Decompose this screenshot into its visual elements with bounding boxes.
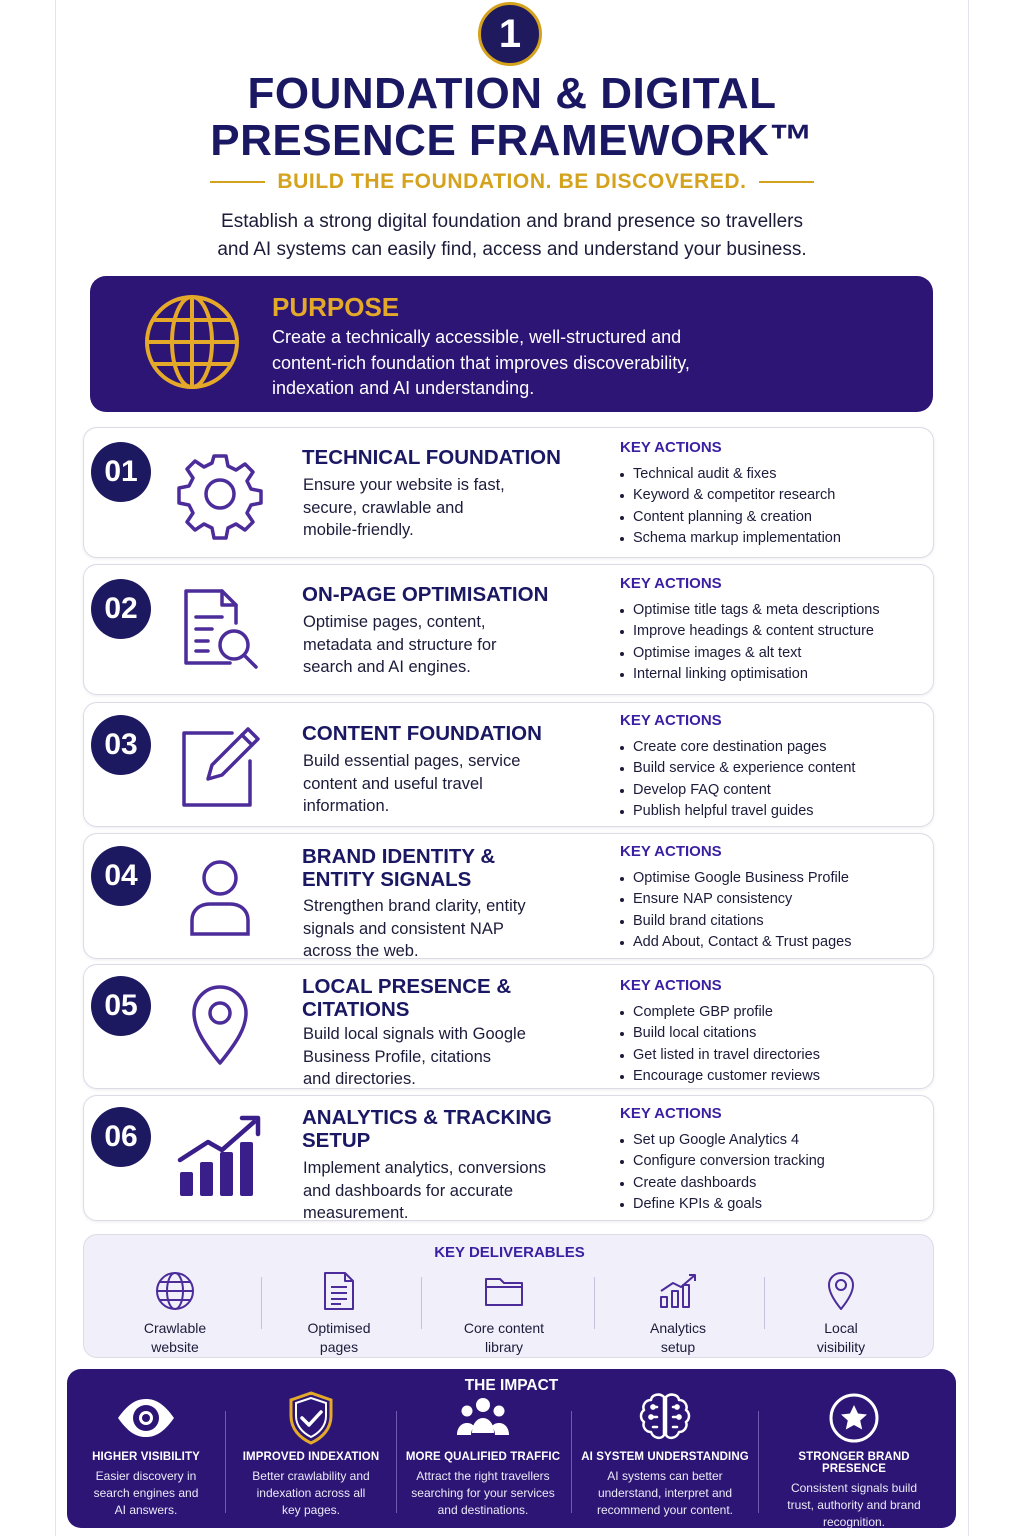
step-title xyxy=(302,1106,572,1152)
key-action-item: Publish helpful travel guides xyxy=(620,801,855,822)
step-title-line: ANALYTICS & TRACKING xyxy=(302,1106,552,1129)
deliverable-divider xyxy=(594,1277,595,1329)
intro-line-2: and AI systems can easily find, access and understand your business. xyxy=(217,239,807,260)
impact-text-line: and destinations. xyxy=(437,1503,529,1517)
step-description-line: signals and consistent NAP xyxy=(303,919,504,938)
location-pin-icon xyxy=(172,975,268,1071)
key-action-item: Build local citations xyxy=(620,1023,820,1044)
step-number-badge: 06 xyxy=(91,1107,151,1167)
step-number-badge: 05 xyxy=(91,976,151,1036)
key-action-item: Schema markup implementation xyxy=(620,528,841,549)
step-title xyxy=(302,722,572,745)
impact-heading: MORE QUALIFIED TRAFFIC xyxy=(405,1451,561,1463)
key-action-item: Define KPIs & goals xyxy=(620,1194,825,1215)
step-title-line: CONTENT FOUNDATION xyxy=(302,722,542,745)
purpose-panel xyxy=(90,276,933,412)
impact-divider xyxy=(571,1411,572,1513)
impact-divider xyxy=(396,1411,397,1513)
step-description-line: search and AI engines. xyxy=(303,658,471,676)
edit-pencil-icon xyxy=(172,719,268,815)
document-icon xyxy=(264,1269,414,1313)
document-search-icon xyxy=(172,583,268,679)
impact-divider xyxy=(758,1411,759,1513)
purpose-line-1: Create a technically accessible, well-structured and xyxy=(272,327,682,347)
key-action-item: Configure conversion tracking xyxy=(620,1151,825,1172)
key-action-item: Build service & experience content xyxy=(620,758,855,779)
key-action-item: Optimise Google Business Profile xyxy=(620,868,851,889)
impact-heading: STRONGER BRAND PRESENCE xyxy=(798,1451,910,1475)
deliverable-divider xyxy=(261,1277,262,1329)
growth-chart-icon xyxy=(172,1108,268,1204)
key-action-item: Create core destination pages xyxy=(620,737,855,758)
location-pin-icon xyxy=(766,1269,916,1313)
impact-text-line: AI answers. xyxy=(114,1503,178,1517)
step-number-badge: 02 xyxy=(91,579,151,639)
key-action-item: Get listed in travel directories xyxy=(620,1045,820,1066)
key-actions-label: KEY ACTIONS xyxy=(620,439,722,456)
purpose-line-3: indexation and AI understanding. xyxy=(272,378,535,398)
step-card-03 xyxy=(83,702,934,827)
step-title-line: CITATIONS xyxy=(302,998,410,1021)
impact-text-line: understand, interpret and xyxy=(597,1486,733,1500)
step-description-line: and directories. xyxy=(303,1070,416,1088)
key-action-item: Content planning & creation xyxy=(620,507,841,528)
deliverable-item xyxy=(766,1269,916,1357)
deliverable-divider xyxy=(421,1277,422,1329)
impact-item xyxy=(578,1389,752,1519)
step-title-line: SETUP xyxy=(302,1129,371,1152)
impact-title: THE IMPACT xyxy=(464,1377,559,1394)
people-icon xyxy=(396,1391,570,1445)
step-description xyxy=(303,611,563,679)
gear-icon xyxy=(172,446,268,542)
impact-text-line: indexation across all xyxy=(256,1486,366,1500)
folder-icon xyxy=(429,1269,579,1313)
key-action-item: Set up Google Analytics 4 xyxy=(620,1130,825,1151)
step-description xyxy=(303,750,563,818)
impact-text xyxy=(767,1480,941,1531)
step-description-line: Business Profile, citations xyxy=(303,1047,492,1066)
deliverable-label: website xyxy=(151,1339,199,1355)
tagline-row xyxy=(0,170,1024,194)
tagline: BUILD THE FOUNDATION. BE DISCOVERED. xyxy=(277,170,747,193)
key-actions-list xyxy=(620,600,880,685)
impact-heading: IMPROVED INDEXATION xyxy=(242,1451,380,1463)
impact-text-line: recognition. xyxy=(822,1515,886,1529)
deliverable-label: Local xyxy=(824,1320,858,1336)
deliverable-label: setup xyxy=(660,1339,696,1355)
impact-text-line: trust, authority and brand xyxy=(787,1498,921,1512)
step-title-line: ENTITY SIGNALS xyxy=(302,868,472,891)
key-action-item: Technical audit & fixes xyxy=(620,464,841,485)
step-description xyxy=(303,895,563,963)
key-action-item: Encourage customer reviews xyxy=(620,1066,820,1087)
key-actions-list xyxy=(620,737,855,822)
step-title-line: TECHNICAL FOUNDATION xyxy=(302,446,561,469)
key-action-item: Optimise title tags & meta descriptions xyxy=(620,600,880,621)
deliverable-label: Core content xyxy=(463,1320,545,1336)
title-line-1: FOUNDATION & DIGITAL xyxy=(247,69,777,118)
impact-text-line: searching for your services xyxy=(411,1486,555,1500)
step-description-line: Ensure your website is fast, xyxy=(303,476,505,494)
eye-icon xyxy=(59,1391,233,1445)
impact-text xyxy=(578,1468,752,1519)
impact-text xyxy=(396,1468,570,1519)
purpose-line-2: content-rich foundation that improves discoverability, xyxy=(272,352,690,373)
key-action-item: Develop FAQ content xyxy=(620,780,855,801)
step-description-line: measurement. xyxy=(303,1204,409,1222)
deliverable-item xyxy=(100,1269,250,1357)
key-actions-label: KEY ACTIONS xyxy=(620,1105,722,1122)
key-actions-list xyxy=(620,1130,825,1215)
step-title xyxy=(302,975,572,1021)
step-description-line: Optimise pages, content, xyxy=(303,613,486,631)
tagline-divider-left xyxy=(210,181,265,183)
title-line-2: PRESENCE FRAMEWORK™ xyxy=(210,116,814,165)
step-card-01 xyxy=(83,427,934,558)
user-icon xyxy=(172,848,268,944)
impact-text-line: recommend your content. xyxy=(596,1503,734,1517)
globe-icon xyxy=(100,1269,250,1313)
key-action-item: Build brand citations xyxy=(620,911,851,932)
key-actions-label: KEY ACTIONS xyxy=(620,575,722,592)
deliverable-divider xyxy=(764,1277,765,1329)
bar-chart-icon xyxy=(603,1269,753,1313)
step-title-line: LOCAL PRESENCE & xyxy=(302,975,512,998)
step-description-line: Strengthen brand clarity, entity xyxy=(303,897,526,915)
key-deliverables-panel xyxy=(83,1234,934,1358)
step-description-line: across the web. xyxy=(303,942,419,960)
impact-item xyxy=(224,1389,398,1519)
deliverable-item xyxy=(264,1269,414,1357)
impact-text-line: Easier discovery in xyxy=(95,1469,197,1483)
step-title-line: ON-PAGE OPTIMISATION xyxy=(302,583,549,606)
step-description-line: Implement analytics, conversions xyxy=(303,1159,547,1177)
impact-text-line: search engines and xyxy=(93,1486,199,1500)
key-actions-list xyxy=(620,464,841,549)
impact-item xyxy=(396,1389,570,1519)
globe-icon xyxy=(142,292,242,392)
key-action-item: Create dashboards xyxy=(620,1173,825,1194)
shield-check-icon xyxy=(224,1391,398,1445)
step-description-line: and dashboards for accurate xyxy=(303,1181,514,1200)
impact-text-line: Consistent signals build xyxy=(790,1481,918,1495)
deliverable-label: pages xyxy=(319,1339,359,1355)
step-description-line: metadata and structure for xyxy=(303,635,497,654)
impact-text xyxy=(59,1468,233,1519)
intro-line-1: Establish a strong digital foundation and brand presence so travellers xyxy=(221,211,803,232)
section-number-badge: 1 xyxy=(478,2,542,66)
impact-text-line: AI systems can better xyxy=(607,1469,723,1483)
impact-item xyxy=(767,1389,941,1531)
deliverable-label: Crawlable xyxy=(143,1320,207,1336)
step-description-line: mobile-friendly. xyxy=(303,521,414,539)
step-title xyxy=(302,446,572,469)
key-action-item: Add About, Contact & Trust pages xyxy=(620,932,851,953)
step-description xyxy=(303,474,563,542)
key-action-item: Internal linking optimisation xyxy=(620,664,880,685)
impact-heading: HIGHER VISIBILITY xyxy=(92,1451,200,1463)
step-description-line: content and useful travel xyxy=(303,774,483,793)
step-description xyxy=(303,1023,563,1091)
key-actions-label: KEY ACTIONS xyxy=(620,977,722,994)
tagline-divider-right xyxy=(759,181,814,183)
step-card-05 xyxy=(83,964,934,1089)
intro-text xyxy=(0,208,1024,264)
step-card-04 xyxy=(83,833,934,959)
purpose-text xyxy=(272,325,772,402)
step-title xyxy=(302,845,572,891)
deliverable-label: Optimised xyxy=(307,1320,371,1336)
step-title-line: BRAND IDENTITY & xyxy=(302,845,496,868)
key-actions-list xyxy=(620,1002,820,1087)
step-number-badge: 01 xyxy=(91,442,151,502)
deliverables-title: KEY DELIVERABLES xyxy=(434,1244,585,1261)
step-title xyxy=(302,583,572,606)
key-actions-label: KEY ACTIONS xyxy=(620,843,722,860)
key-action-item: Optimise images & alt text xyxy=(620,643,880,664)
page-title xyxy=(0,70,1024,164)
step-card-06 xyxy=(83,1095,934,1221)
impact-text-line: Attract the right travellers xyxy=(416,1469,550,1483)
deliverable-label: visibility xyxy=(816,1339,866,1355)
key-actions-label: KEY ACTIONS xyxy=(620,712,722,729)
key-action-item: Ensure NAP consistency xyxy=(620,889,851,910)
deliverable-label: library xyxy=(484,1339,524,1355)
deliverable-item xyxy=(429,1269,579,1357)
key-action-item: Keyword & competitor research xyxy=(620,485,841,506)
impact-divider xyxy=(225,1411,226,1513)
deliverable-label: Analytics xyxy=(649,1320,707,1336)
key-action-item: Complete GBP profile xyxy=(620,1002,820,1023)
impact-text-line: key pages. xyxy=(281,1503,341,1517)
step-number-badge: 03 xyxy=(91,715,151,775)
key-action-item: Improve headings & content structure xyxy=(620,621,880,642)
step-description-line: Build essential pages, service xyxy=(303,752,521,770)
step-description-line: Build local signals with Google xyxy=(303,1025,526,1043)
key-actions-list xyxy=(620,868,851,953)
impact-heading: AI SYSTEM UNDERSTANDING xyxy=(581,1451,749,1463)
impact-panel xyxy=(67,1369,956,1528)
impact-item xyxy=(59,1389,233,1519)
step-description-line: information. xyxy=(303,797,390,815)
star-badge-icon xyxy=(767,1391,941,1445)
step-description xyxy=(303,1157,563,1225)
step-card-02 xyxy=(83,564,934,695)
impact-text-line: Better crawlability and xyxy=(252,1469,370,1483)
step-description-line: secure, crawlable and xyxy=(303,498,464,517)
impact-text xyxy=(224,1468,398,1519)
brain-icon xyxy=(578,1391,752,1445)
purpose-title: PURPOSE xyxy=(272,292,400,322)
deliverable-item xyxy=(603,1269,753,1357)
step-number-badge: 04 xyxy=(91,846,151,906)
